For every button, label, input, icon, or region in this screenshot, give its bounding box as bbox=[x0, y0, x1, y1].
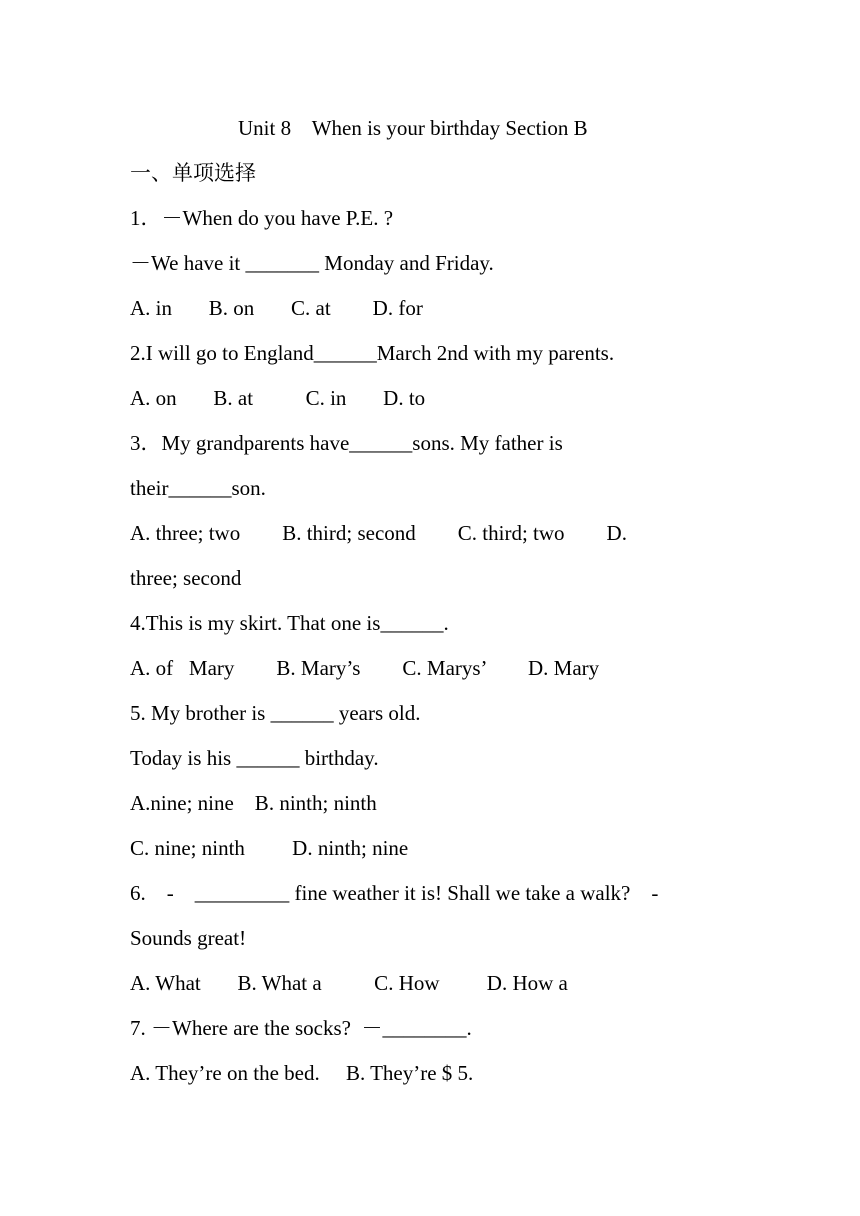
question-3-prompt-continued: their______son. bbox=[130, 476, 266, 500]
question-7-prompt: 7. －Where are the socks? －________. bbox=[130, 1016, 472, 1040]
document-title: Unit 8 When is your birthday Section B bbox=[238, 116, 588, 140]
question-5-prompt-continued: Today is his ______ birthday. bbox=[130, 746, 379, 770]
question-5-options-row-2: C. nine; ninth D. ninth; nine bbox=[130, 836, 409, 860]
question-6-prompt: 6. - _________ fine weather it is! Shall we take a walk? - bbox=[130, 881, 659, 905]
question-3-prompt: 3．My grandparents have______sons. My father is bbox=[130, 431, 563, 455]
question-2-options: A. on B. at C. in D. to bbox=[130, 386, 426, 410]
question-1-options: A. in B. on C. at D. for bbox=[130, 296, 423, 320]
question-4-prompt: 4.This is my skirt. That one is______. bbox=[130, 611, 449, 635]
question-3-options: A. three; two B. third; second C. third; two D. bbox=[130, 521, 627, 545]
question-7-options: A. They’re on the bed. B. They’re $ 5. bbox=[130, 1061, 474, 1085]
question-5-prompt: 5. My brother is ______ years old. bbox=[130, 701, 421, 725]
question-2-prompt: 2.I will go to England______March 2nd with my parents. bbox=[130, 341, 615, 365]
question-6-options: A. What B. What a C. How D. How a bbox=[130, 971, 568, 995]
question-1-answer-line: －We have it _______ Monday and Friday. bbox=[130, 251, 494, 275]
question-3-options-continued: three; second bbox=[130, 566, 242, 590]
question-1-prompt: 1．－When do you have P.E. ? bbox=[130, 206, 394, 230]
section-heading: 一、单项选择 bbox=[130, 161, 256, 185]
question-6-prompt-continued: Sounds great! bbox=[130, 926, 247, 950]
question-4-options: A. of Mary B. Mary’s C. Marys’ D. Mary bbox=[130, 656, 600, 680]
question-5-options-row-1: A.nine; nine B. ninth; ninth bbox=[130, 791, 377, 815]
